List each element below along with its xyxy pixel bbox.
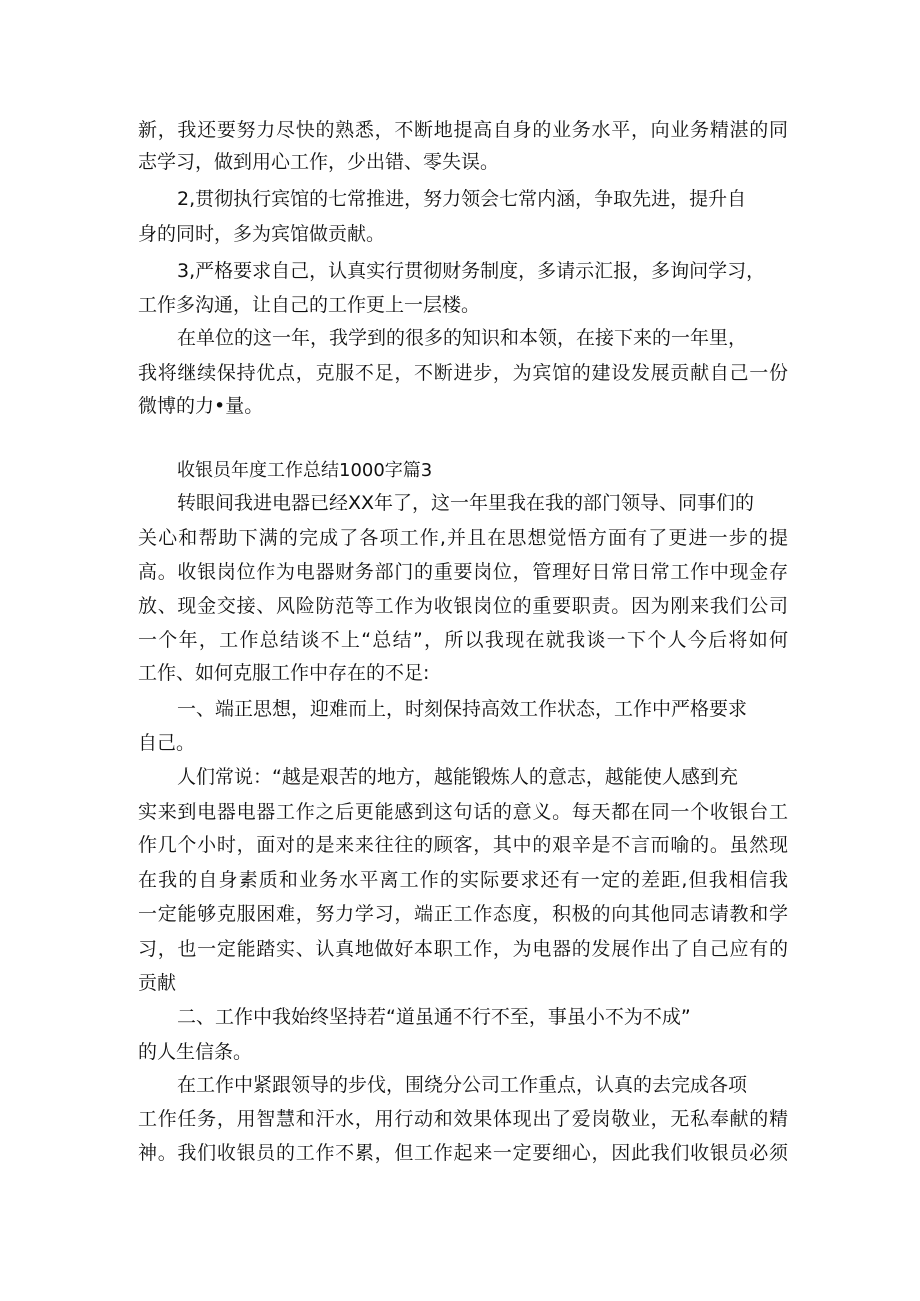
text-line: 在我的自身素质和业务水平离工作的实际要求还有一定的差距,但我相信我 xyxy=(138,869,788,891)
text-line: 实来到电器电器工作之后更能感到这句话的意义。每天都在同一个收银台工 xyxy=(138,801,788,823)
text-line: 一个年，工作总结谈不上“总结”，所以我现在就我谈一下个人今后将如何 xyxy=(138,629,788,651)
text-line: 工作任务，用智慧和汗水，用行动和效果体现出了爱岗敬业，无私奉献的精 xyxy=(138,1108,788,1130)
text-line: 3,严格要求自己，认真实行贯彻财务制度，多请示汇报，多询问学习， xyxy=(177,260,766,282)
text-line: 新，我还要努力尽快的熟悉，不断地提高自身的业务水平，向业务精湛的同 xyxy=(138,119,788,141)
text-line: 身的同时，多为宾馆做贡献。 xyxy=(138,223,386,245)
text-line: 贡献 xyxy=(138,972,177,994)
text-line: 志学习，做到用心工作，少出错、零失误。 xyxy=(138,151,500,173)
text-line: 人们常说：“越是艰苦的地方，越能锻炼人的意志，越能使人感到充 xyxy=(177,766,738,788)
text-line: 微博的力•量。 xyxy=(138,395,264,417)
text-line: 二、工作中我始终坚持若“道虽通不行不至，事虽小不为不成” xyxy=(177,1006,691,1028)
text-line: 我将继续保持优点，克服不足，不断进步，为宾馆的建设发展贡献自己一份 xyxy=(138,362,788,384)
text-line: 一、端正思想，迎难而上，时刻保持高效工作状态，工作中严格要求 xyxy=(177,698,748,720)
text-line: 自己。 xyxy=(138,732,196,754)
text-line: 作几个小时，面对的是来来往往的顾客，其中的艰辛是不言而喻的。虽然现 xyxy=(138,834,788,856)
text-line: 高。收银岗位作为电器财务部门的重要岗位，管理好日常日常工作中现金存 xyxy=(138,561,788,583)
text-line: 转眼间我进电器已经XX年了，这一年里我在我的部门领导、同事们的 xyxy=(177,492,755,514)
text-line: 在工作中紧跟领导的步伐，围绕分公司工作重点，认真的去完成各项 xyxy=(177,1074,748,1096)
text-line: 神。我们收银员的工作不累，但工作起来一定要细心，因此我们收银员必须 xyxy=(138,1142,788,1164)
text-line: 在单位的这一年，我学到的很多的知识和本领，在接下来的一年里， xyxy=(177,327,748,349)
text-line: 工作多沟通，让自己的工作更上一层楼。 xyxy=(138,294,481,316)
text-line: 放、现金交接、风险防范等工作为收银岗位的重要职责。因为刚来我们公司 xyxy=(138,595,788,617)
text-line: 2,贯彻执行宾馆的七常推进，努力领会七常内涵，争取先进，提升自 xyxy=(177,188,747,210)
text-line: 关心和帮助下满的完成了各项工作,并且在思想觉悟方面有了更进一步的提 xyxy=(138,527,788,549)
text-line: 工作、如何克服工作中存在的不足: xyxy=(138,662,430,684)
text-line: 习，也一定能踏实、认真地做好本职工作，为电器的发展作出了自己应有的 xyxy=(138,938,788,960)
section-heading: 收银员年度工作总结1000字篇3 xyxy=(177,460,433,481)
text-line: 一定能够克服困难，努力学习，端正工作态度，积极的向其他同志请教和学 xyxy=(138,903,788,925)
text-line: 的人生信条。 xyxy=(138,1041,253,1063)
